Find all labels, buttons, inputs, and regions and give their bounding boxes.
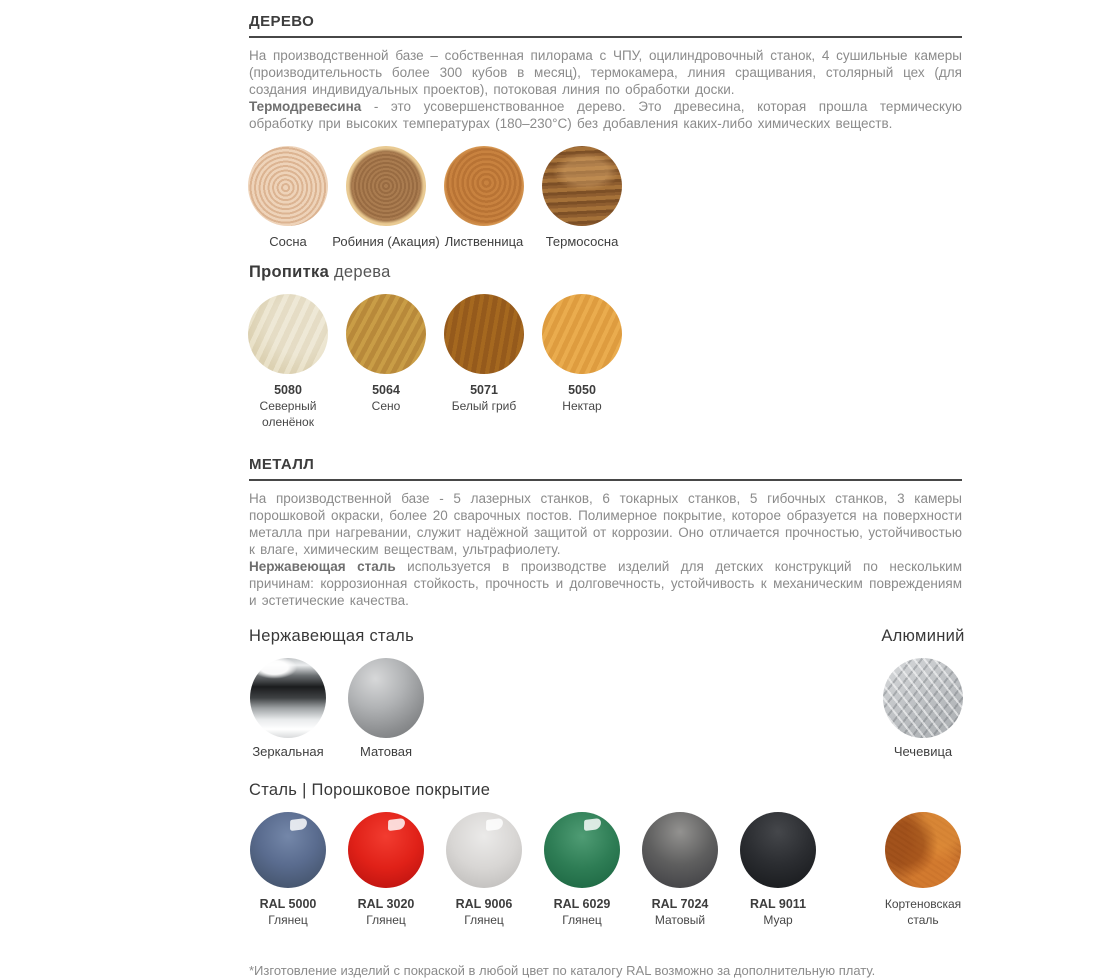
ral5000-code: RAL 5000 xyxy=(259,897,317,912)
impregnation-swatch-5064 xyxy=(337,294,435,430)
impregnation-swatch-5071 xyxy=(435,294,533,430)
wood-paragraph-2-text: - это усовершенствованное дерево. Это древесина, которая прошла термическую обработку при высоких температурах (180–230°С) без добавления каких-либо химических веществ. xyxy=(249,99,962,131)
stainless-row xyxy=(239,658,972,759)
ral6029-ball-image xyxy=(544,812,620,888)
impregnation-row xyxy=(239,294,972,430)
larch-label: Лиственница xyxy=(444,234,524,249)
wood-swatch-pine xyxy=(239,146,337,249)
impregnation-title-main: Пропитка xyxy=(249,263,330,281)
thermopine-slice-image xyxy=(542,146,622,226)
powder-swatch-ral9011 xyxy=(729,812,827,929)
ral3020-code: RAL 3020 xyxy=(357,897,415,912)
impregnation-5080-image xyxy=(248,294,328,374)
ral9011-code: RAL 9011 xyxy=(749,897,807,912)
ral7024-ball-image xyxy=(642,812,718,888)
stainless-swatch-matte xyxy=(337,658,435,759)
impregnation-5064-image xyxy=(346,294,426,374)
checker-plate-label: Чечевица xyxy=(893,744,953,760)
corten-steel-name: Кортеновская сталь xyxy=(884,897,962,927)
ral9006-ball-image xyxy=(446,812,522,888)
wood-paragraph-2-term: Термодревесина xyxy=(249,99,362,114)
wood-paragraph-1: На производственной базе – собственная пилорама с ЧПУ, оцилиндровочный станок, 4 сушильные камеры (производительность более 300 кубов в месяц), термокамера, линия сращивания, столярный цех (для создания индивидуальных проектов), потоковая линия по обработки доски. xyxy=(249,48,962,97)
impregnation-5064-name: Сено xyxy=(371,399,401,413)
powder-swatch-ral9006 xyxy=(435,812,533,929)
mirror-steel-label: Зеркальная xyxy=(252,744,324,760)
powder-swatch-ral5000 xyxy=(239,812,337,929)
robinia-label: Робиния (Акация) xyxy=(332,234,440,249)
metal-paragraph-2-term: Нержавеющая сталь xyxy=(249,559,396,575)
ral9011-finish: Муар xyxy=(763,913,793,928)
ral9011-ball-image xyxy=(740,812,816,888)
pine-slice-image xyxy=(248,146,328,226)
checker-plate-image xyxy=(883,658,963,738)
wood-species-row xyxy=(239,146,972,249)
powder-swatch-ral7024 xyxy=(631,812,729,929)
impregnation-5064-code: 5064 xyxy=(372,383,400,397)
impregnation-swatch-5050 xyxy=(533,294,631,430)
impregnation-5080-name: Северный оленёнок xyxy=(259,399,317,429)
aluminum-title: Алюминий xyxy=(881,627,965,646)
wood-section-title: ДЕРЕВО xyxy=(249,13,962,38)
ral7024-code: RAL 7024 xyxy=(651,897,709,912)
powder-swatch-ral6029 xyxy=(533,812,631,929)
ral5000-finish: Глянец xyxy=(268,913,308,928)
impregnation-5080-code: 5080 xyxy=(274,383,302,397)
ral9006-finish: Глянец xyxy=(464,913,504,928)
impregnation-5071-name: Белый гриб xyxy=(451,399,517,413)
matte-steel-sphere-image xyxy=(348,658,424,738)
metal-paragraph xyxy=(249,490,962,609)
impregnation-title xyxy=(249,263,962,282)
ral9006-code: RAL 9006 xyxy=(455,897,513,912)
powder-coating-row xyxy=(239,812,972,929)
pine-label: Сосна xyxy=(269,234,307,249)
impregnation-swatch-5080 xyxy=(239,294,337,430)
ral3020-ball-image xyxy=(348,812,424,888)
corten-steel-image xyxy=(885,812,961,888)
powder-coating-title: Сталь | Порошковое покрытие xyxy=(249,781,491,800)
larch-slice-image xyxy=(444,146,524,226)
wood-swatch-thermopine xyxy=(533,146,631,249)
ral7024-finish: Матовый xyxy=(654,913,706,928)
metal-paragraph-2-text: используется в производстве изделий для детских конструкций по нескольким причинам: коррозионная стойкость, прочность и долговечность, устойчивость к механическим повреждениям и эстетические качества. xyxy=(249,559,962,609)
catalog-page xyxy=(249,0,965,978)
stainless-swatch-mirror xyxy=(239,658,337,759)
wood-swatch-robinia xyxy=(332,146,440,249)
ral6029-code: RAL 6029 xyxy=(553,897,611,912)
wood-swatch-larch xyxy=(435,146,533,249)
impregnation-5050-name: Нектар xyxy=(562,399,602,413)
footnote: *Изготовление изделий с покраской в любой цвет по каталогу RAL возможно за дополнительную плату. xyxy=(249,962,876,978)
metal-paragraph-1: На производственной базе - 5 лазерных станков, 6 токарных станков, 5 гибочных станков, 3 камеры порошковой окраски, более 20 сварочных постов. Полимерное покрытие, которое образуется на поверхности металла при нагревании, служит надёжной защитой от коррозии. Оно отличается прочностью, устойчивостью к влаге, химическим веществам, ультрафиолету. xyxy=(249,491,962,558)
impregnation-5050-code: 5050 xyxy=(568,383,596,397)
stainless-aluminum-headings xyxy=(249,627,972,646)
thermopine-label: Термососна xyxy=(545,234,619,249)
matte-steel-label: Матовая xyxy=(360,744,412,760)
impregnation-5071-image xyxy=(444,294,524,374)
robinia-slice-image xyxy=(346,146,426,226)
mirror-steel-sphere-image xyxy=(250,658,326,738)
aluminum-swatch-checker xyxy=(874,658,972,759)
impregnation-title-sub: дерева xyxy=(333,263,391,281)
metal-section-title: МЕТАЛЛ xyxy=(249,456,962,481)
stainless-title: Нержавеющая сталь xyxy=(249,627,415,646)
powder-swatch-corten xyxy=(874,812,972,929)
impregnation-5071-code: 5071 xyxy=(470,383,498,397)
wood-paragraph xyxy=(249,47,962,132)
powder-swatch-ral3020 xyxy=(337,812,435,929)
impregnation-5050-image xyxy=(542,294,622,374)
ral3020-finish: Глянец xyxy=(366,913,406,928)
ral6029-finish: Глянец xyxy=(562,913,602,928)
ral5000-ball-image xyxy=(250,812,326,888)
